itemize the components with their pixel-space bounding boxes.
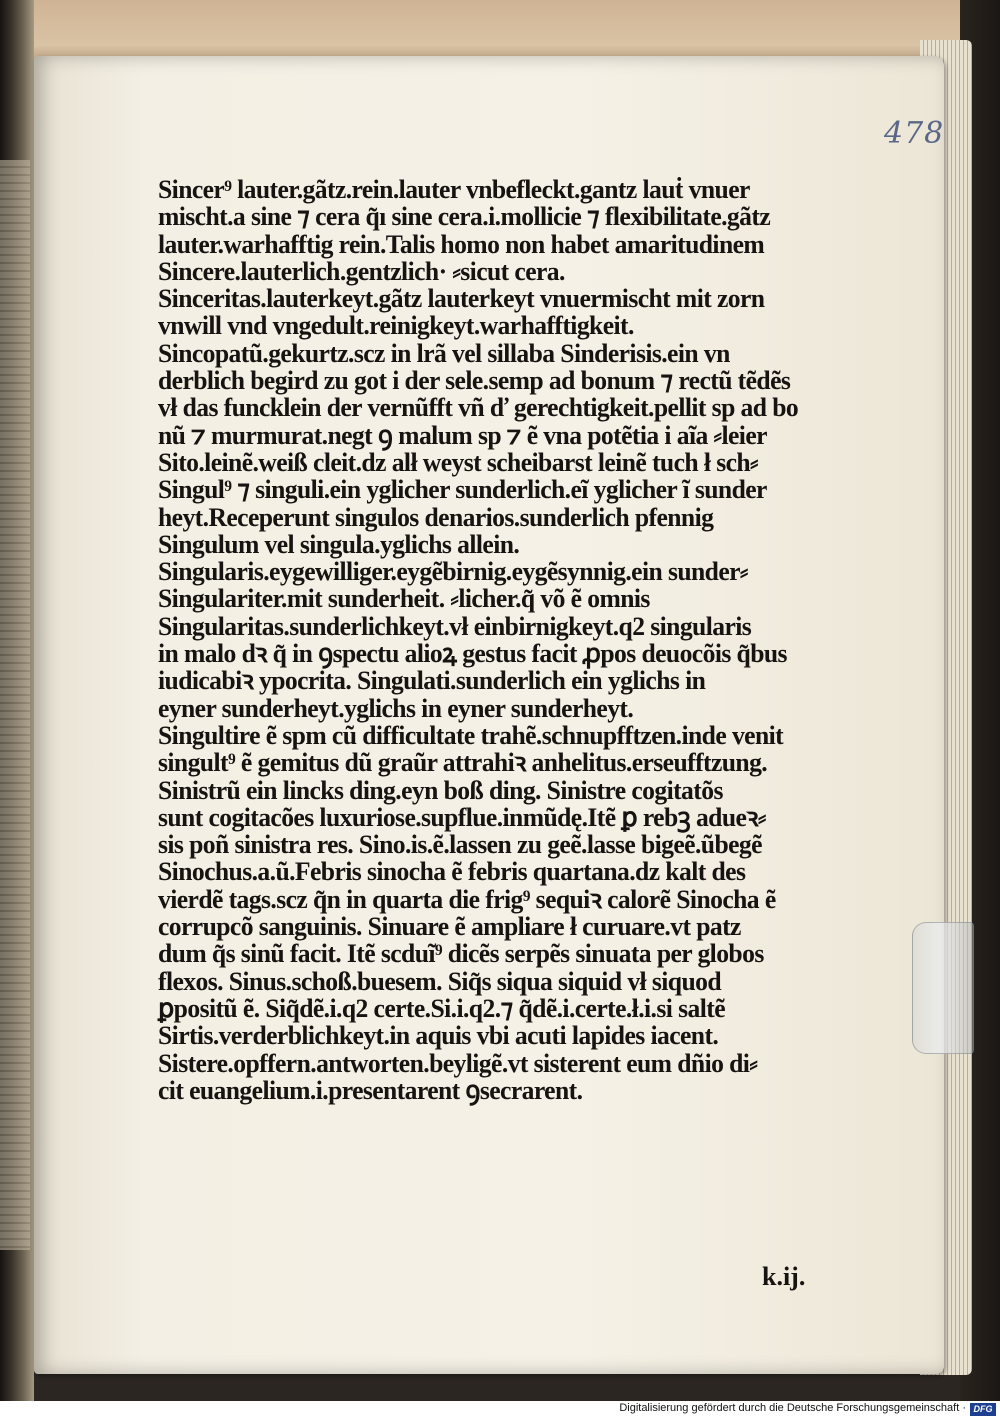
text-line: vierdẽ tags.scz q̃n in quarta die frig⁹ sequiꝛ calorẽ Sinocha ẽ bbox=[158, 884, 776, 914]
text-line: sunt cogitacões luxuriose.supflue.inmũdę.Itẽ ꝑ rebꝫ adueꝛ⸗ bbox=[158, 802, 766, 832]
text-line: Sincer⁹ lauter.gãtz.rein.lauter vnbefleckt.gantz lauṫ vnuer bbox=[158, 175, 750, 204]
text-line: dum q̃s sinũ facit. Itẽ scduĩ⁹ dicẽs serpẽs sinuata per globos bbox=[158, 939, 764, 969]
text-line: corrupcõ sanguinis. Sinuare ẽ ampliare ł curuare.vt patz bbox=[158, 912, 741, 942]
signature-mark: k.ij. bbox=[762, 1262, 806, 1291]
page-text-block bbox=[158, 176, 858, 1104]
text-line: Sincopatũ.gekurtz.scz in lrã vel sillaba Sinderisis.ein vn bbox=[158, 338, 730, 368]
text-line: Singultire ẽ spm cũ difficultate trahẽ.schnupfftzen.inde venit bbox=[158, 720, 784, 750]
text-line: derblich begird zu got i der sele.semp ad bonum ⁊ rectũ tẽdẽs bbox=[158, 366, 791, 396]
book-cover-top-edge bbox=[10, 0, 1000, 64]
text-line: ꝑpositũ ẽ. Siq̃dẽ.i.q2 certe.Si.i.q2.⁊ q̃dẽ.i.certe.ł.i.si saltẽ bbox=[158, 993, 725, 1023]
text-line: Singulariter.mit sunderheit. ⸗licher.q̃ võ ẽ omnis bbox=[158, 584, 650, 614]
text-line: Sinochus.a.ũ.Febris sinocha ẽ febris quartana.dz kalt des bbox=[158, 857, 746, 887]
previous-page-edge bbox=[0, 160, 30, 1250]
text-line: lauter.warhafftig rein.Talis homo non habet amaritudinem bbox=[158, 229, 765, 259]
text-line: Singularitas.sunderlichkeyt.vł einbirnigkeyt.q2 singularis bbox=[158, 611, 752, 641]
text-line: Singul⁹ ⁊ singuli.ein yglicher sunderlich.eĩ yglicher ĩ sunder bbox=[158, 475, 767, 505]
text-line: Sirtis.verderblichkeyt.in aquis vbi acuti lapides iacent. bbox=[158, 1021, 719, 1051]
text-line: Sinistrũ ein lincks ding.eyn boß ding. Sinistre cogitatõs bbox=[158, 775, 723, 805]
text-line: iudicabiꝛ ypocrita. Singulati.sunderlich ein yglichs in bbox=[158, 666, 706, 696]
text-line: vnwill vnd vngedult.reinigkeyt.warhafftigkeit. bbox=[158, 311, 634, 341]
text-line: Singularis.eygewilliger.eygẽbirnig.eygẽsynnig.ein sunder⸗ bbox=[158, 557, 748, 587]
text-line: mischt.a sine ⁊ cera q̃ı sine cera.i.mollicie ⁊ flexibilitate.gãtz bbox=[158, 202, 771, 232]
folio-number: 478 bbox=[884, 116, 945, 151]
text-line: nũ ⁊ murmurat.negt ꝯ malum sp ⁊ ẽ vna potẽtia i aĩa ⸗leier bbox=[158, 420, 767, 450]
text-line: vł das funcklein der vernũfft vñ ď gerechtigkeit.pellit sp ad bo bbox=[158, 393, 799, 423]
text-line: in malo dꝛ q̃ in ꝯspectu alioꝝ gestus facit ꝓpos deuocõis q̃bus bbox=[158, 639, 787, 669]
dfg-logo-icon: DFG bbox=[970, 1403, 996, 1416]
text-line: Sinceritas.lauterkeyt.gãtz lauterkeyt vnuermischt mit zorn bbox=[158, 284, 765, 314]
text-line: cit euangelium.i.presentarent ꝯsecrarent. bbox=[158, 1075, 583, 1105]
text-line: sis poñ sinistra res. Sino.is.ẽ.lassen zu geẽ.lasse bigeẽ.ũbegẽ bbox=[158, 830, 762, 860]
text-line: flexos. Sinus.schoß.buesem. Siq̃s siqua siquid vł siquod bbox=[158, 966, 722, 996]
glass-page-weight bbox=[912, 922, 974, 1054]
text-line: Singulum vel singula.yglichs allein. bbox=[158, 529, 520, 559]
text-line: heyt.Receperunt singulos denarios.sunderlich pfennig bbox=[158, 502, 714, 532]
text-line: Sincere.lauterlich.gentzlich· ⸗sicut cera. bbox=[158, 256, 565, 286]
text-line: Sistere.opffern.antworten.beyligẽ.vt sisterent eum dñio di⸗ bbox=[158, 1048, 758, 1078]
text-line: eyner sunderheyt.yglichs in eyner sunderheyt. bbox=[158, 693, 634, 723]
funding-credit: Digitalisierung gefördert durch die Deutsche Forschungsgemeinschaft · bbox=[619, 1402, 966, 1414]
text-line: Sito.leinẽ.weiß cleit.dz alł weyst scheibarst leinẽ tuch ł sch⸗ bbox=[158, 447, 759, 477]
text-line: singult⁹ ẽ gemitus dũ graũr attrahiꝛ anhelitus.erseufftzung. bbox=[158, 748, 768, 778]
